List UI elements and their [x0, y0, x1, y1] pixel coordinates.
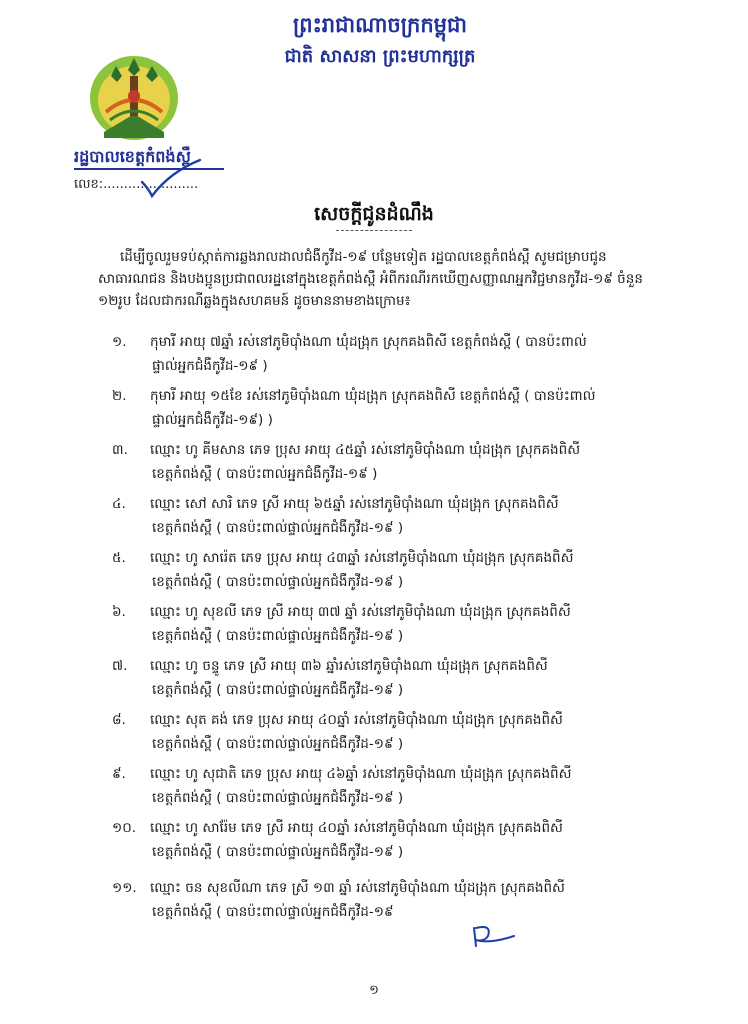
item-number: ១០. [112, 820, 137, 836]
list-item [112, 876, 692, 924]
reference-number: លេខ:....................... [74, 177, 199, 192]
item-text-continued: ខេត្តកំពង់ស្ពឺ ( បានប៉ះពាល់ផ្ទាល់អ្នកជំងឺកូវីដ-១៩ ) [152, 736, 404, 752]
item-number: ៧. [112, 658, 128, 674]
item-text: ឈ្មោះ សៅ សារិ ភេទ ស្រី អាយុ ៦៥ឆ្នាំ រស់នៅភូមិប៉ាំងណា ឃុំដង្រុក ស្រុកគងពិសី [150, 496, 559, 512]
initials-signature [470, 922, 516, 950]
item-number: ៨. [112, 712, 126, 728]
list-item [112, 816, 692, 864]
item-text: កុមារី អាយុ ៧ឆ្នាំ រស់នៅភូមិប៉ាំងណា ឃុំដង្រុក ស្រុកគងពិសី ខេត្តកំពង់ស្ពឺ ( បានប៉ះពាល់ [150, 334, 587, 350]
item-text-continued: ផ្ទាល់អ្នកជំងឺកូវីដ-១៩) ) [152, 412, 273, 428]
item-text-continued: ខេត្តកំពង់ស្ពឺ ( បានប៉ះពាល់ផ្ទាល់អ្នកជំងឺកូវីដ-១៩ ) [152, 844, 404, 860]
item-text: ឈ្មោះ ចន សុខលីណា ភេទ ស្រី ១៣ ឆ្នាំ រស់នៅភូមិប៉ាំងណា ឃុំដង្រុក ស្រុកគងពិសី [150, 880, 565, 896]
list-item [112, 600, 692, 648]
list-item [112, 384, 692, 432]
item-text: ឈ្មោះ ហូ សុជាតិ ភេទ ប្រុស អាយុ ៤៦ឆ្នាំ រស់នៅភូមិប៉ាំងណា ឃុំដង្រុក ស្រុកគងពិសី [150, 766, 572, 782]
checkmark-icon [140, 158, 202, 200]
list-item [112, 492, 692, 540]
document-title: សេចក្តីជូនដំណឹង [314, 203, 434, 225]
title-divider [336, 230, 412, 232]
item-number: ១១. [112, 880, 137, 896]
item-text: ឈ្មោះ ហូ ចន្ទូ ភេទ ស្រី អាយុ ៣៦ ឆ្នាំរស់នៅភូមិប៉ាំងណា ឃុំដង្រុក ស្រុកគងពិសី [150, 658, 548, 674]
item-text-continued: ខេត្តកំពង់ស្ពឺ ( បានប៉ះពាល់ផ្ទាល់អ្នកជំងឺកូវីដ-១៩ ) [152, 628, 404, 644]
intro-paragraph: ដើម្បីចូលរួមទប់ស្កាត់ការឆ្លងរាលដាលជំងឺកូវីដ-១៩ បន្ថែមទៀត រដ្ឋបាលខេត្តកំពង់ស្ពឺ សូមជម្រាបជូន សាធារណជន និងបងប្អូនប្រជាពលរដ្ឋនៅក្នុងខេត្តកំពង់ស្ពឺ អំពីករណីរកឃើញសញ្ញាណអ្នកវិជ្ជមានកូវីដ-១៩ ចំនួន ១២រូប ដែលជាករណីឆ្លងក្នុងសហគមន៍ ដូចមាននាមខាងក្រោម៖ [98, 249, 643, 309]
item-text: ឈ្មោះ ហូ សុខលី ភេទ ស្រី អាយុ ៣៧ ឆ្នាំ រស់នៅភូមិប៉ាំងណា ឃុំដង្រុក ស្រុកគងពិសី [150, 604, 571, 620]
administration-name: រដ្ឋបាលខេត្តកំពង់ស្ពឺ [74, 147, 191, 166]
item-text-continued: ខេត្តកំពង់ស្ពឺ ( បានប៉ះពាល់អ្នកជំងឺកូវីដ-១៩ ) [152, 466, 378, 482]
item-number: ២. [112, 388, 127, 404]
item-text: កុមារី អាយុ ១៥ខែ រស់នៅភូមិប៉ាំងណា ឃុំដង្រុក ស្រុកគងពិសី ខេត្តកំពង់ស្ពឺ ( បានប៉ះពាល់ [150, 388, 596, 404]
item-number: ៩. [112, 766, 126, 782]
kingdom-title: ព្រះរាជាណាចក្រកម្ពុជា [292, 12, 467, 37]
item-text-continued: ខេត្តកំពង់ស្ពឺ ( បានប៉ះពាល់ផ្ទាល់អ្នកជំងឺកូវីដ-១៩ ) [152, 790, 404, 806]
item-text: ឈ្មោះ ហូ គីមសាន ភេទ ប្រុស អាយុ ៤៥ឆ្នាំ រស់នៅភូមិប៉ាំងណា ឃុំដង្រុក ស្រុកគងពិសី [150, 442, 581, 458]
kingdom-motto: ជាតិ សាសនា ព្រះមហាក្សត្រ [284, 46, 476, 67]
list-item [112, 330, 692, 378]
item-text-continued: ផ្ទាល់អ្នកជំងឺកូវីដ-១៩ ) [152, 358, 268, 374]
item-text-continued: ខេត្តកំពង់ស្ពឺ ( បានប៉ះពាល់ផ្ទាល់អ្នកជំងឺកូវីដ-១៩ [152, 904, 394, 920]
item-text: ឈ្មោះ ហូ សារ៉ែម ភេទ ស្រី អាយុ ៤០ឆ្នាំ រស់នៅភូមិប៉ាំងណា ឃុំដង្រុក ស្រុកគងពិសី [150, 820, 563, 836]
item-text-continued: ខេត្តកំពង់ស្ពឺ ( បានប៉ះពាល់ផ្ទាល់អ្នកជំងឺកូវីដ-១៩ ) [152, 574, 404, 590]
list-item [112, 762, 692, 810]
item-number: ៥. [112, 550, 126, 566]
list-item [112, 438, 692, 486]
item-number: ៦. [112, 604, 126, 620]
item-number: ១. [112, 334, 127, 350]
list-item [112, 546, 692, 594]
item-text: ឈ្មោះ ហូ សារ៉េត ភេទ ប្រុស អាយុ ៤៣ឆ្នាំ រស់នៅភូមិប៉ាំងណា ឃុំដង្រុក ស្រុកគងពិសី [150, 550, 574, 566]
item-number: ៣. [112, 442, 128, 458]
list-item [112, 708, 692, 756]
list-item [112, 654, 692, 702]
page-number: ១ [369, 983, 379, 998]
item-number: ៤. [112, 496, 126, 512]
item-text-continued: ខេត្តកំពង់ស្ពឺ ( បានប៉ះពាល់ផ្ទាល់អ្នកជំងឺកូវីដ-១៩ ) [152, 520, 404, 536]
item-text-continued: ខេត្តកំពង់ស្ពឺ ( បានប៉ះពាល់ផ្ទាល់អ្នកជំងឺកូវីដ-១៩ ) [152, 682, 404, 698]
item-text: ឈ្មោះ សុត គង់ ភេទ ប្រុស អាយុ ៤០ឆ្នាំ រស់នៅភូមិប៉ាំងណា ឃុំដង្រុក ស្រុកគងពិសី [150, 712, 563, 728]
provincial-emblem-logo [84, 40, 184, 145]
